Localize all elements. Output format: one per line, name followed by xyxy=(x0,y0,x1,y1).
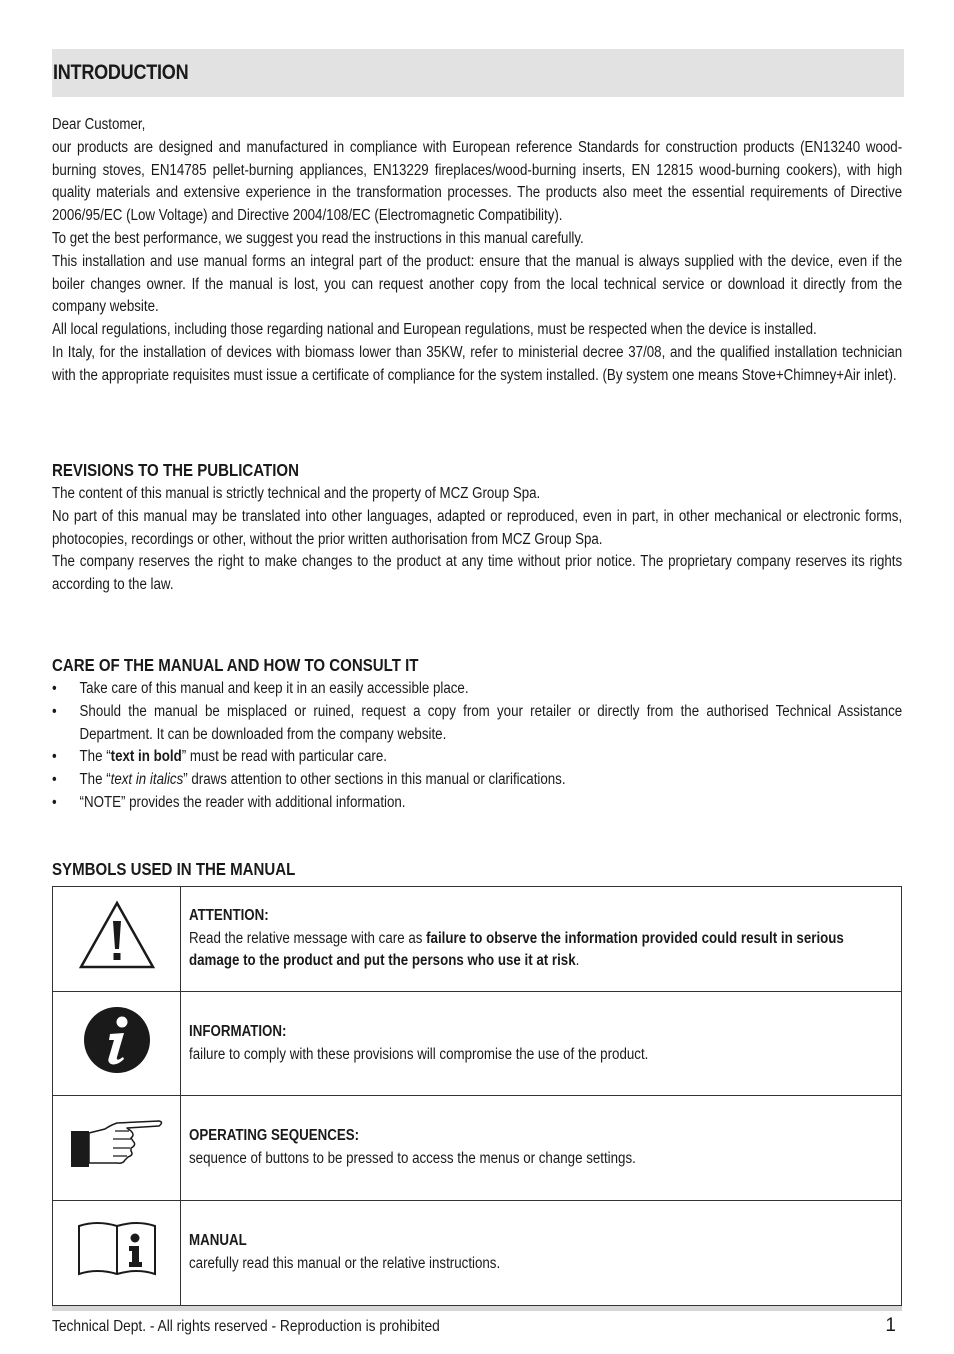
revisions-heading-block xyxy=(52,458,902,482)
care-bullet-list xyxy=(52,678,902,815)
care-bullet-1: • Take care of this manual and keep it in an easily accessible place. xyxy=(52,678,902,701)
bullet-4-prefix: The “ xyxy=(79,771,111,789)
manual-title: MANUAL xyxy=(189,1232,247,1250)
manual-description xyxy=(181,1201,902,1306)
attention-text-prefix: Read the relative message with care as xyxy=(189,929,427,947)
attention-title: ATTENTION: xyxy=(189,906,269,924)
symbol-row-attention xyxy=(53,887,902,992)
care-heading: CARE OF THE MANUAL AND HOW TO CONSULT IT xyxy=(52,655,419,675)
symbols-table xyxy=(52,886,902,1306)
attention-text-bold: failure to observe the information provided could result in serious damage to the product and put the persons who use it at risk xyxy=(189,929,844,970)
footer-copyright: Technical Dept. - All rights reserved - Reproduction is prohibited xyxy=(52,1318,440,1335)
symbols-heading: SYMBOLS USED IN THE MANUAL xyxy=(52,859,296,879)
greeting: Dear Customer, xyxy=(52,116,146,133)
pointing-hand-icon xyxy=(53,1096,181,1201)
care-bullet-3 xyxy=(52,746,902,769)
revisions-paragraph-3: The company reserves the right to make changes to the product at any time without prior notice. The proprietary company reserves its rights according to the law. xyxy=(52,553,903,594)
manual-book-icon xyxy=(53,1201,181,1306)
revisions-paragraph-1: The content of this manual is strictly technical and the property of MCZ Group Spa. xyxy=(52,485,541,502)
footer-divider xyxy=(52,1306,902,1311)
information-description xyxy=(181,992,902,1096)
information-icon xyxy=(53,992,181,1096)
intro-paragraph-4: All local regulations, including those regarding national and European regulations, must be respected when the device is installed. xyxy=(52,321,817,339)
manual-text: carefully read this manual or the relative instructions. xyxy=(189,1255,501,1272)
section-title-bar xyxy=(52,49,904,97)
care-bullet-2: • Should the manual be misplaced or ruined, request a copy from your retailer or directly from the authorised Technical Assistance Department. It can be downloaded from the company website. xyxy=(52,701,902,747)
operating-sequences-text: sequence of buttons to be pressed to access the menus or change settings. xyxy=(189,1150,636,1167)
revisions-body xyxy=(52,483,902,597)
intro-paragraph-1: our products are designed and manufactured in compliance with European reference Standards for construction products (EN13240 wood-burning stoves, EN14785 pellet-burning appliances, EN13229 fireplaces/wood-burning inserts, EN 12815 wood-burning cookers), with high quality materials and extensive experience in the transformation processes. The products also meet the essential requirements of Directive 2006/95/EC (Low Voltage) and Directive 2004/108/EC (Electromagnetic Compatibility). xyxy=(52,138,903,225)
care-body xyxy=(52,678,902,815)
revisions-paragraph-2: No part of this manual may be translated into other languages, adapted or reproduced, even in part, in other mechanical or electronic forms, photocopies, recordings or other, without the prior written authorisation from MCZ Group Spa. xyxy=(52,507,903,548)
symbol-row-manual xyxy=(53,1201,902,1306)
symbol-row-operating-sequences xyxy=(53,1096,902,1201)
bold-example: text in bold xyxy=(110,748,182,766)
bullet-3-prefix: The “ xyxy=(79,748,111,766)
page-number: 1 xyxy=(885,1315,896,1336)
introduction-body xyxy=(52,114,902,388)
care-bullet-4 xyxy=(52,769,902,792)
intro-paragraph-5: In Italy, for the installation of devices with biomass lower than 35KW, refer to ministerial decree 37/08, and the qualified installation technician with the appropriate requisites must issue a certificate of compliance for the system installed. (By system one means Stove+Chimney+Air inlet). xyxy=(52,343,903,384)
page-title: INTRODUCTION xyxy=(53,61,189,84)
warning-triangle-icon xyxy=(53,887,181,992)
operating-sequences-description xyxy=(181,1096,902,1201)
operating-sequences-title: OPERATING SEQUENCES: xyxy=(189,1127,360,1145)
bullet-4-suffix: ” draws attention to other sections in this manual or clarifications. xyxy=(183,771,566,789)
care-heading-block xyxy=(52,653,902,677)
revisions-heading: REVISIONS TO THE PUBLICATION xyxy=(52,460,299,480)
symbol-row-information xyxy=(53,992,902,1096)
bullet-3-suffix: ” must be read with particular care. xyxy=(181,748,387,766)
information-title: INFORMATION: xyxy=(189,1022,287,1040)
attention-description xyxy=(181,887,902,992)
information-text: failure to comply with these provisions will compromise the use of the product. xyxy=(189,1045,649,1063)
italic-example: text in italics xyxy=(110,771,184,789)
care-bullet-5: • “NOTE” provides the reader with additional information. xyxy=(52,792,902,815)
symbols-heading-block xyxy=(52,857,902,881)
intro-paragraph-3: This installation and use manual forms an integral part of the product: ensure that the manual is always supplied with the device, even if the boiler changes owner. If the manual is lost, you can request another copy from the local technical service or download it directly from the company website. xyxy=(52,252,903,316)
intro-paragraph-2: To get the best performance, we suggest you read the instructions in this manual carefully. xyxy=(52,229,584,247)
attention-text-suffix: . xyxy=(575,952,580,970)
